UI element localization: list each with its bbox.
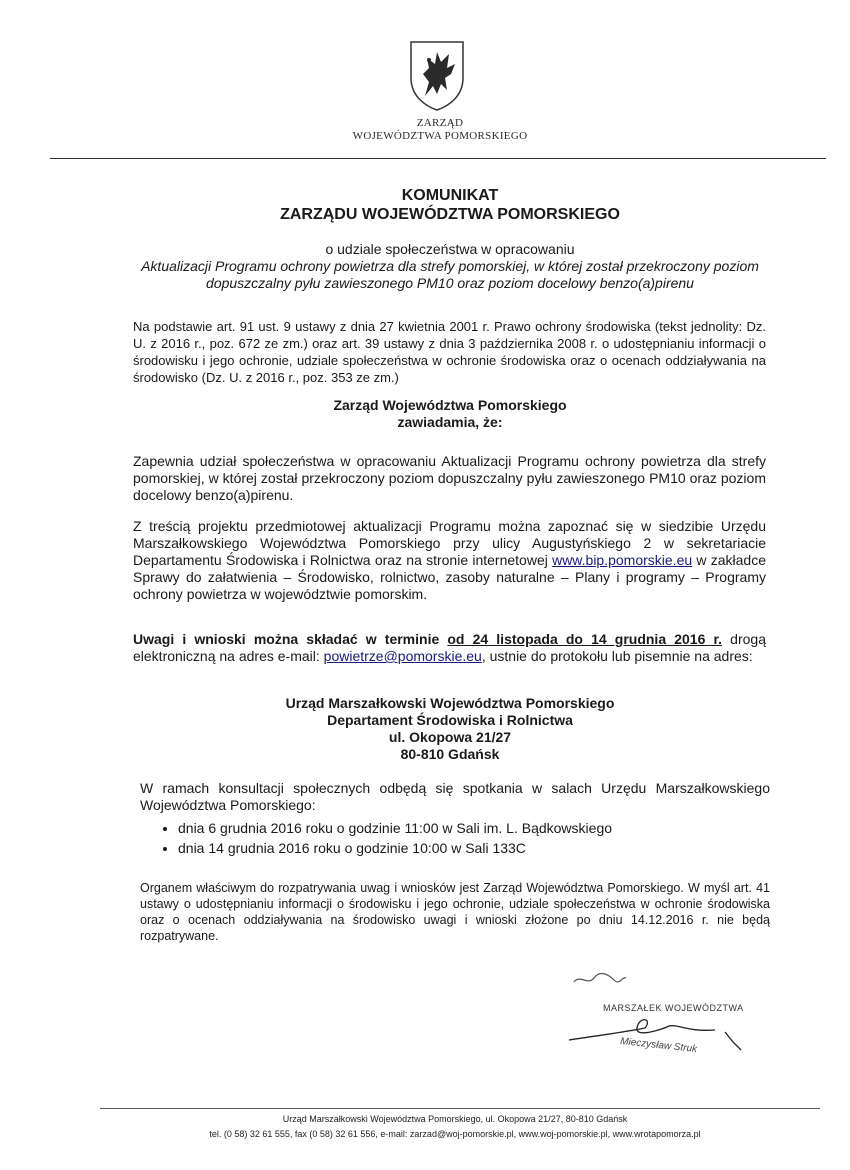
access-text-end: w zakładce Sprawy do załatwienia – Środowisko, rolnictwo, zasoby naturalne – Plany i programy – Programy ochrony powietrza w województwie pomorskim.	[133, 552, 766, 602]
issuer-name-line2: WOJEWÓDZTWA POMORSKIEGO	[352, 130, 528, 142]
bip-website-link[interactable]: www.bip.pomorskie.eu	[552, 552, 693, 568]
address-street: ul. Okopowa 21/27	[388, 729, 512, 745]
meetings-intro: W ramach konsultacji społecznych odbędą się spotkania w salach Urzędu Marszałkowskiego Województwa Pomorskiego:	[140, 780, 770, 813]
meetings-list	[150, 818, 798, 858]
participation-paragraph: Zapewnia udział społeczeństwa w opracowaniu Aktualizacji Programu ochrony powietrza dla strefy pomorskiej, w której został przekroczony poziom dopuszczalny pyłu zawieszonego PM10 oraz poziom docelowy benzo(a)pirenu.	[133, 453, 766, 503]
footer-divider	[100, 1108, 820, 1109]
subject-text: Aktualizacji Programu ochrony powietrza dla strefy pomorskiej, w której został przekroczony poziom dopuszczalny pyłu zawieszonego PM10 oraz poziom docelowy benzo(a)pirenu	[141, 258, 759, 291]
notifier-name: Zarząd Województwa Pomorskiego	[333, 397, 567, 413]
legal-basis-paragraph: Na podstawie art. 91 ust. 9 ustawy z dnia 27 kwietnia 2001 r. Prawo ochrony środowiska (tekst jednolity: Dz. U. z 2016 r., poz. 672 ze zm.) oraz art. 39 ustawy z dnia 3 października 2008 r. o udostępnianiu informacji o środowisku i jego ochronie, udziale społeczeństwa w ochronie środowiska oraz o ocenach oddziaływania na środowisko (Dz. U. z 2016 r., poz. 353 ze zm.)	[133, 319, 766, 385]
notifier-verb: zawiadamia, że:	[397, 414, 503, 430]
comments-paragraph	[133, 631, 766, 665]
address-office: Urząd Marszałkowski Województwa Pomorskiego	[285, 695, 615, 711]
meeting-item: • dnia 6 grudnia 2016 roku o godzinie 11:00 w Sali im. L. Bądkowskiego	[178, 818, 798, 838]
header-divider	[50, 158, 826, 159]
subject-intro: o udziale społeczeństwa w opracowaniu	[325, 241, 575, 257]
document-title-issuer: ZARZĄDU WOJEWÓDZTWA POMORSKIEGO	[280, 206, 620, 223]
signatory-name: Mieczysław Struk	[619, 1035, 698, 1056]
stamp-mark	[570, 968, 630, 990]
access-text-start: Z treścią projektu przedmiotowej aktualizacji Programu można zapoznać się w siedzibie Urzędu Marszałkowskiego Województwa Pomorskiego przy ulicy Augustyńskiego 2 w sekretariacie Departamentu Środowiska i Rolnictwa oraz na stronie internetowej	[133, 518, 766, 568]
email-link[interactable]: powietrze@pomorskie.eu	[323, 648, 482, 664]
closing-paragraph: Organem właściwym do rozpatrywania uwag i wniosków jest Zarząd Województwa Pomorskiego. W myśl art. 41 ustawy o udostępnianiu informacji o środowisku i jego ochronie, udziale społeczeństwa w ochronie środowiska oraz o ocenach oddziaływania na środowisko uwagi i wnioski złożone po dniu 14.12.2016 r. nie będą rozpatrywane.	[140, 881, 770, 943]
griffin-crest-icon	[407, 38, 467, 112]
signatory-role: MARSZAŁEK WOJEWÓDZTWA	[603, 1003, 744, 1013]
access-paragraph	[133, 518, 766, 603]
document-title: KOMUNIKAT	[401, 187, 499, 204]
meeting-item: • dnia 14 grudnia 2016 roku o godzinie 10:00 w Sali 133C	[178, 838, 798, 858]
comments-deadline: od 24 listopada do 14 grudnia 2016 r.	[447, 631, 723, 647]
address-city: 80-810 Gdańsk	[400, 746, 500, 762]
comments-text-end: , ustnie do protokołu lub pisemnie na adres:	[481, 648, 753, 664]
address-department: Departament Środowiska i Rolnictwa	[327, 712, 573, 728]
comments-lead: Uwagi i wnioski można składać w terminie	[133, 631, 448, 647]
footer-address: Urząd Marszałkowski Województwa Pomorskiego, ul. Okopowa 21/27, 80-810 Gdańsk	[282, 1114, 628, 1124]
comments-text: drogą elektroniczną na adres e-mail:	[133, 631, 766, 664]
issuer-name-line1: ZARZĄD	[416, 117, 464, 129]
footer-contact: tel. (0 58) 32 61 555, fax (0 58) 32 61 556, e-mail: zarzad@woj-pomorskie.pl, www.woj-pomorskie.pl, www.wrotapomorza.pl	[209, 1129, 701, 1139]
